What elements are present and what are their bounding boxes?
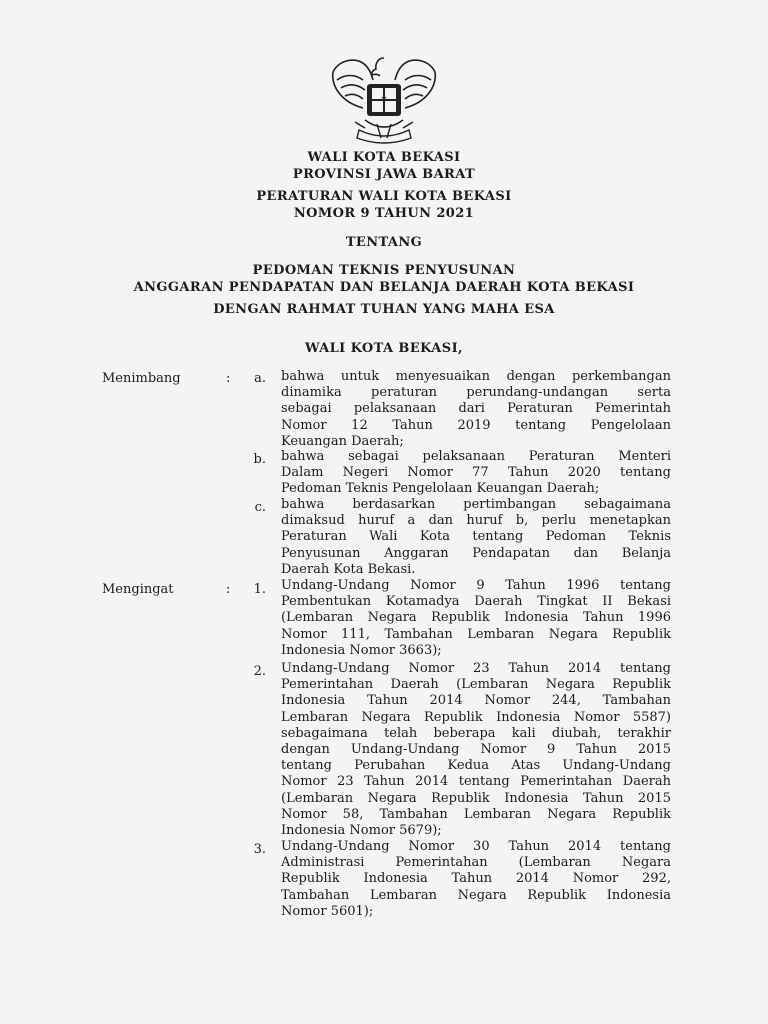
subject-line-2: ANGGARAN PENDAPATAN DAN BELANJA DAERAH KOTA BEKASI — [133, 280, 635, 295]
text-line: (Lembaran Negara Republik Indonesia Tahun 2015 — [281, 790, 671, 806]
text-line: Nomor 5601); — [281, 903, 374, 919]
text-line: Tambahan Lembaran Negara Republik Indonesia — [281, 887, 671, 903]
wali-text: WALI KOTA BEKASI, — [304, 341, 463, 356]
garuda-emblem — [325, 50, 443, 150]
text-line: Keuangan Daerah; — [281, 433, 404, 449]
text-line: Pemerintahan Daerah (Lembaran Negara Republik — [281, 677, 671, 693]
text-line: Administrasi Pemerintahan (Lembaran Negara — [281, 855, 671, 871]
text-line: Pedoman Teknis Pengelolaan Keuangan Daerah; — [281, 481, 600, 497]
menimbang-marker-a: a. — [254, 371, 266, 386]
regulation-block — [0, 188, 768, 222]
text-line: Nomor 12 Tahun 2019 tentang Pengelolaan — [281, 417, 671, 433]
tentang-heading — [0, 234, 768, 251]
text-line: dimaksud huruf a dan huruf b, perlu menetapkan — [281, 513, 671, 529]
mengingat-marker-2: 2. — [253, 664, 266, 679]
issuer-title: WALI KOTA BEKASI — [307, 150, 461, 165]
text-line: Penyusunan Anggaran Pendapatan dan Belanja — [281, 545, 671, 561]
rahmat-text: DENGAN RAHMAT TUHAN YANG MAHA ESA — [213, 302, 555, 317]
text-line: dinamika peraturan perundang-undangan serta — [281, 385, 671, 401]
text-line: bahwa sebagai pelaksanaan Peraturan Menteri — [281, 449, 671, 464]
mengingat-item-2 — [281, 661, 671, 839]
issuer-province: PROVINSI JAWA BARAT — [292, 167, 476, 182]
rahmat-heading — [0, 301, 768, 318]
text-line: dengan Undang-Undang Nomor 9 Tahun 2015 — [281, 742, 671, 758]
text-line: Lembaran Negara Republik Indonesia Nomor 5587) — [281, 709, 671, 725]
menimbang-marker-c: c. — [254, 500, 266, 515]
text-line: Daerah Kota Bekasi. — [281, 561, 416, 577]
mengingat-marker-1: 1. — [253, 582, 266, 597]
mengingat-label: Mengingat — [102, 582, 174, 597]
mengingat-colon: : — [226, 582, 231, 597]
mengingat-item-1 — [281, 578, 671, 659]
text-line: Nomor 58, Tambahan Lembaran Negara Republik — [281, 806, 671, 822]
mengingat-marker-3: 3. — [253, 842, 266, 857]
menimbang-item-a — [281, 369, 671, 450]
text-line: sebagai pelaksanaan dari Peraturan Pemerintah — [281, 401, 671, 417]
text-line: bahwa berdasarkan pertimbangan sebagaimana — [281, 497, 671, 512]
regulation-number: NOMOR 9 TAHUN 2021 — [293, 206, 475, 221]
text-line: tentang Perubahan Kedua Atas Undang-Undang — [281, 758, 671, 774]
regulation-title: PERATURAN WALI KOTA BEKASI — [256, 189, 512, 204]
text-line: Undang-Undang Nomor 9 Tahun 1996 tentang — [281, 578, 671, 593]
wali-heading — [0, 340, 768, 357]
text-line: bahwa untuk menyesuaikan dengan perkembangan — [281, 369, 671, 384]
text-line: Pembentukan Kotamadya Daerah Tingkat II Bekasi — [281, 594, 671, 610]
text-line: Indonesia Nomor 3663); — [281, 642, 442, 658]
text-line: Dalam Negeri Nomor 77 Tahun 2020 tentang — [281, 465, 671, 481]
subject-block — [0, 262, 768, 296]
text-line: Peraturan Wali Kota tentang Pedoman Teknis — [281, 529, 671, 545]
text-line: Indonesia Tahun 2014 Nomor 244, Tambahan — [281, 693, 671, 709]
issuer-block — [0, 149, 768, 183]
tentang-text: TENTANG — [345, 235, 423, 250]
text-line: Undang-Undang Nomor 23 Tahun 2014 tentang — [281, 661, 671, 676]
menimbang-marker-b: b. — [253, 452, 266, 467]
text-line: Nomor 23 Tahun 2014 tentang Pemerintahan Daerah — [281, 774, 671, 790]
text-line: Republik Indonesia Tahun 2014 Nomor 292, — [281, 871, 671, 887]
subject-line-1: PEDOMAN TEKNIS PENYUSUNAN — [252, 263, 516, 278]
text-line: (Lembaran Negara Republik Indonesia Tahun 1996 — [281, 610, 671, 626]
mengingat-item-3 — [281, 839, 671, 920]
text-line: sebagaimana telah beberapa kali diubah, terakhir — [281, 725, 671, 741]
menimbang-item-b — [281, 449, 671, 498]
menimbang-label: Menimbang — [102, 371, 181, 386]
text-line: Nomor 111, Tambahan Lembaran Negara Republik — [281, 626, 671, 642]
menimbang-item-c — [281, 497, 671, 578]
text-line: Indonesia Nomor 5679); — [281, 823, 442, 839]
menimbang-colon: : — [226, 371, 231, 386]
text-line: Undang-Undang Nomor 30 Tahun 2014 tentang — [281, 839, 671, 854]
